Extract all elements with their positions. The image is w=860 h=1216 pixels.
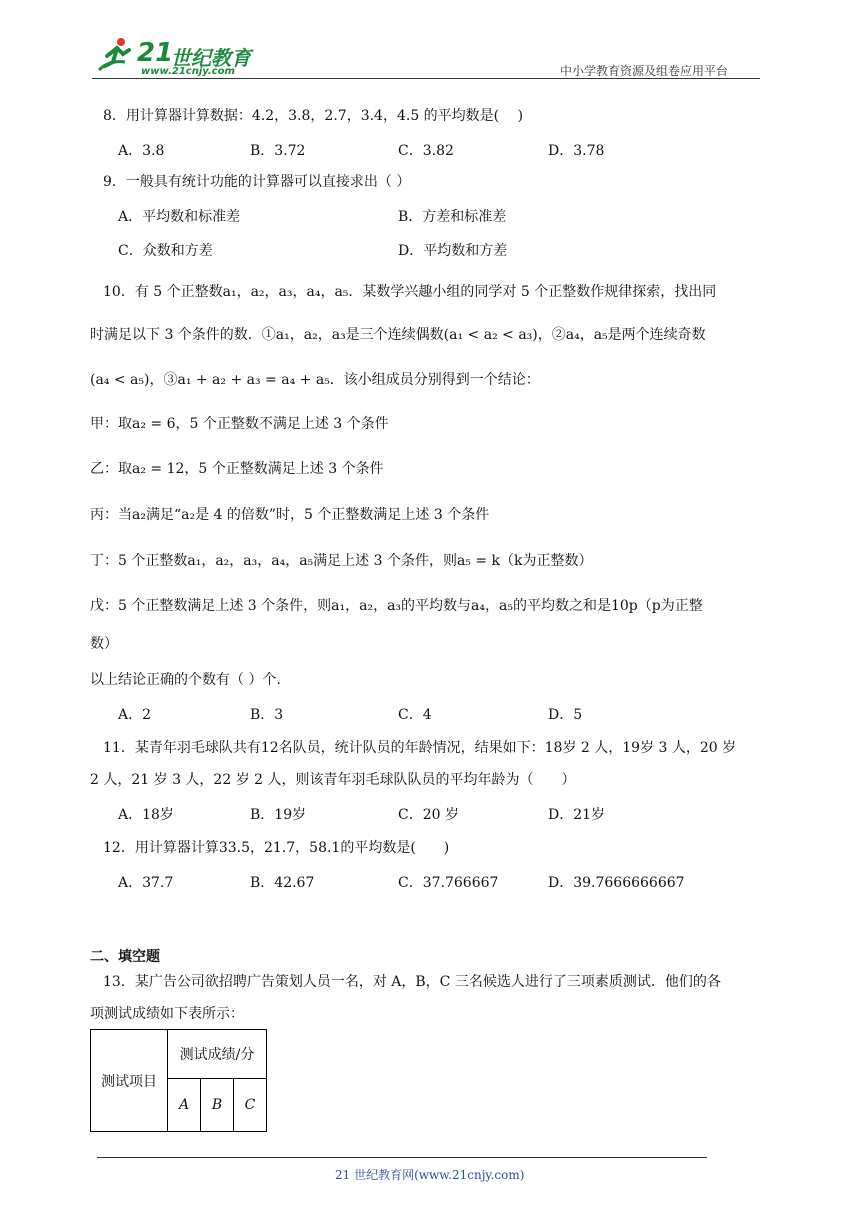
q13-line-1: 13．某广告公司欲招聘广告策划人员一名，对 A，B，C 三名候选人进行了三项素质测试．他们的各 — [103, 974, 721, 990]
question-12-stem: 12．用计算器计算33.5，21.7，58.1的平均数是( ) — [103, 840, 450, 856]
footer-divider — [97, 1157, 707, 1158]
q11-option-c: C．20 岁 — [398, 807, 459, 823]
logo-cn: 世纪教育 — [171, 46, 251, 70]
footer-text: 21 世纪教育网(www.21cnjy.com) — [335, 1168, 525, 1182]
q10-option-a: A．2 — [118, 707, 152, 723]
q9-option-c: C．众数和方差 — [118, 243, 213, 259]
q10-line-2: 时满足以下 3 个条件的数．①a₁，a₂，a₃是三个连续偶数(a₁ < a₂ < a₃)，②a₄，a₅是两个连续奇数 — [90, 327, 706, 343]
row-header-cell: 测试项目 — [91, 1030, 168, 1132]
q12-option-d: D．39.7666666667 — [548, 875, 685, 891]
q10-line-1: 10．有 5 个正整数a₁，a₂，a₃，a₄，a₅．某数学兴趣小组的同学对 5 个正整数作规律探索，找出同 — [103, 284, 717, 300]
q10-conclusion-bing: 丙：当a₂满足“a₂是 4 的倍数”时，5 个正整数满足上述 3 个条件 — [90, 507, 490, 523]
q10-option-d: D．5 — [548, 707, 583, 723]
q10-line-3: (a₄ < a₅)，③a₁ + a₂ + a₃ = a₄ + a₅．该小组成员分别得到一个结论： — [90, 372, 540, 388]
q9-option-a: A．平均数和标准差 — [118, 209, 241, 225]
q10-option-b: B．3 — [250, 707, 284, 723]
question-9-stem: 9．一般具有统计功能的计算器可以直接求出（ ） — [103, 174, 411, 190]
section-title: 二、填空题 — [90, 949, 160, 965]
col-a-header: A — [168, 1079, 201, 1132]
platform-text: 中小学教育资源及组卷应用平台 — [560, 64, 729, 78]
logo — [95, 36, 265, 78]
q11-option-b: B．19岁 — [250, 807, 307, 823]
q11-line-2: 2 人，21 岁 3 人，22 岁 2 人，则该青年羽毛球队队员的平均年龄为（ ） — [90, 772, 576, 788]
q13-line-2: 项测试成绩如下表所示： — [90, 1006, 244, 1022]
group-header-cell: 测试成绩/分 — [168, 1030, 267, 1079]
q10-option-c: C．4 — [398, 707, 432, 723]
q12-option-c: C．37.766667 — [398, 875, 499, 891]
q8-option-a: A．3.8 — [118, 143, 165, 159]
q10-conclusion-wu-cont: 数） — [90, 636, 118, 652]
q10-conclusion-ding: 丁：5 个正整数a₁，a₂，a₃，a₄，a₅满足上述 3 个条件，则a₅ = k（k为正整数） — [90, 553, 593, 569]
question-8-stem: 8．用计算器计算数据：4.2，3.8，2.7，3.4，4.5 的平均数是( ) — [103, 108, 524, 124]
header-divider — [92, 78, 760, 79]
q12-option-b: B．42.67 — [250, 875, 315, 891]
q11-option-d: D．21岁 — [548, 807, 606, 823]
q9-option-d: D．平均数和方差 — [398, 243, 508, 259]
q11-line-1: 11．某青年羽毛球队共有12名队员，统计队员的年龄情况，结果如下：18岁 2 人，19岁 3 人，20 岁 — [103, 740, 737, 756]
q12-option-a: A．37.7 — [118, 875, 174, 891]
logo-url: www.21cnjy.com — [141, 66, 235, 77]
q8-option-c: C．3.82 — [398, 143, 454, 159]
q9-option-b: B．方差和标准差 — [398, 209, 507, 225]
q8-option-b: B．3.72 — [250, 143, 306, 159]
q11-option-a: A．18岁 — [118, 807, 174, 823]
q10-conclusion-wu: 戊：5 个正整数满足上述 3 个条件，则a₁，a₂，a₃的平均数与a₄，a₅的平均数之和是10p（p为正整 — [90, 598, 703, 614]
score-table — [90, 1029, 267, 1132]
q10-conclusion-jia: 甲：取a₂ = 6，5 个正整数不满足上述 3 个条件 — [90, 416, 389, 432]
col-c-header: C — [234, 1079, 267, 1132]
col-b-header: B — [201, 1079, 234, 1132]
q10-conclusion-yi: 乙：取a₂ = 12，5 个正整数满足上述 3 个条件 — [90, 461, 384, 477]
logo-number: 21 — [137, 38, 174, 68]
q8-option-d: D．3.78 — [548, 143, 605, 159]
q10-question: 以上结论正确的个数有（ ）个. — [90, 672, 281, 688]
runner-icon — [95, 36, 135, 76]
